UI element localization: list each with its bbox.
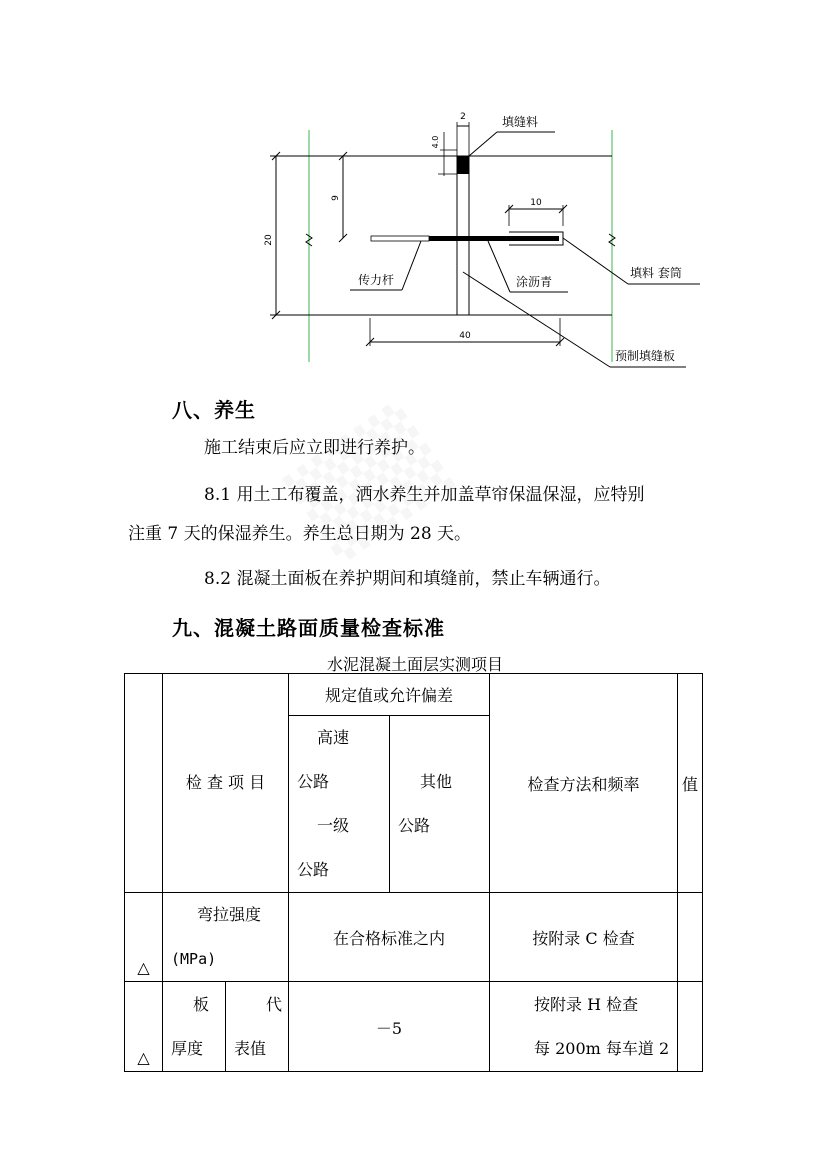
header-other-cell: 其他 公路 — [390, 716, 490, 893]
break-symbol-left — [306, 234, 312, 246]
section8-p2-line2: 注重 7 天的保湿养生。养生总日期为 28 天。 — [128, 524, 472, 544]
joint-filler — [457, 156, 469, 174]
dowel-bar-plain — [371, 236, 429, 241]
row2-allowed: －5 — [289, 982, 490, 1072]
header-blank-cell — [125, 674, 163, 893]
row2-item-a: 板 厚度 — [163, 982, 226, 1072]
row1-value — [678, 893, 703, 982]
row2-item-b: 代 表值 — [226, 982, 289, 1072]
section8-title: 八、养生 — [172, 398, 256, 422]
row1-item: 弯拉强度 (MPa) — [163, 893, 289, 982]
section9-title: 九、混凝土路面质量检查标准 — [172, 616, 445, 640]
label-sleeve: 填料 套筒 — [630, 266, 682, 280]
dim-top-width: 2 — [460, 112, 466, 122]
dim-slab-thickness: 20 — [264, 234, 274, 246]
header-method-cell: 检查方法和频率 — [490, 674, 678, 893]
quality-spec-table — [124, 673, 703, 1072]
table-header-row-1 — [125, 674, 703, 716]
dim-dowel-depth: 9 — [331, 195, 341, 201]
header-allowed-cell: 规定值或允许偏差 — [289, 674, 490, 716]
dowel-bar-coated — [429, 236, 559, 241]
row1-mark: △ — [125, 893, 163, 982]
label-asphalt: 涂沥青 — [516, 275, 553, 289]
table-row-thickness — [125, 982, 703, 1072]
row2-mark: △ — [125, 982, 163, 1072]
section8-p1: 施工结束后应立即进行养护。 — [204, 438, 425, 458]
header-value-cell: 值 — [678, 674, 703, 893]
section8-p2-line1: 8.1 用土工布覆盖，洒水养生并加盖草帘保温保湿，应特别 — [204, 485, 645, 505]
break-symbol-right — [609, 234, 615, 246]
header-highway-cell: 高速 公路 一级 公路 — [289, 716, 390, 893]
dim-filler-depth: 4.0 — [431, 135, 440, 149]
label-board: 预制填缝板 — [615, 349, 676, 363]
label-filler: 填缝料 — [502, 115, 539, 129]
section8-p3: 8.2 混凝土面板在养护期间和填缝前，禁止车辆通行。 — [204, 569, 611, 589]
row2-value — [678, 982, 703, 1072]
row2-method: 按附录 H 检查 每 200m 每车道 2 — [490, 982, 678, 1072]
label-dowel: 传力杆 — [358, 273, 395, 287]
table-caption: 水泥混凝土面层实测项目 — [326, 655, 503, 674]
dim-bottom-length: 40 — [459, 331, 471, 341]
row1-allowed: 在合格标准之内 — [289, 893, 490, 982]
table-row-flexural — [125, 893, 703, 982]
expansion-joint-diagram — [0, 0, 830, 400]
dim-sleeve-length: 10 — [530, 198, 542, 208]
header-item-cell: 检 查 项 目 — [163, 674, 289, 893]
row1-method: 按附录 C 检查 — [490, 893, 678, 982]
